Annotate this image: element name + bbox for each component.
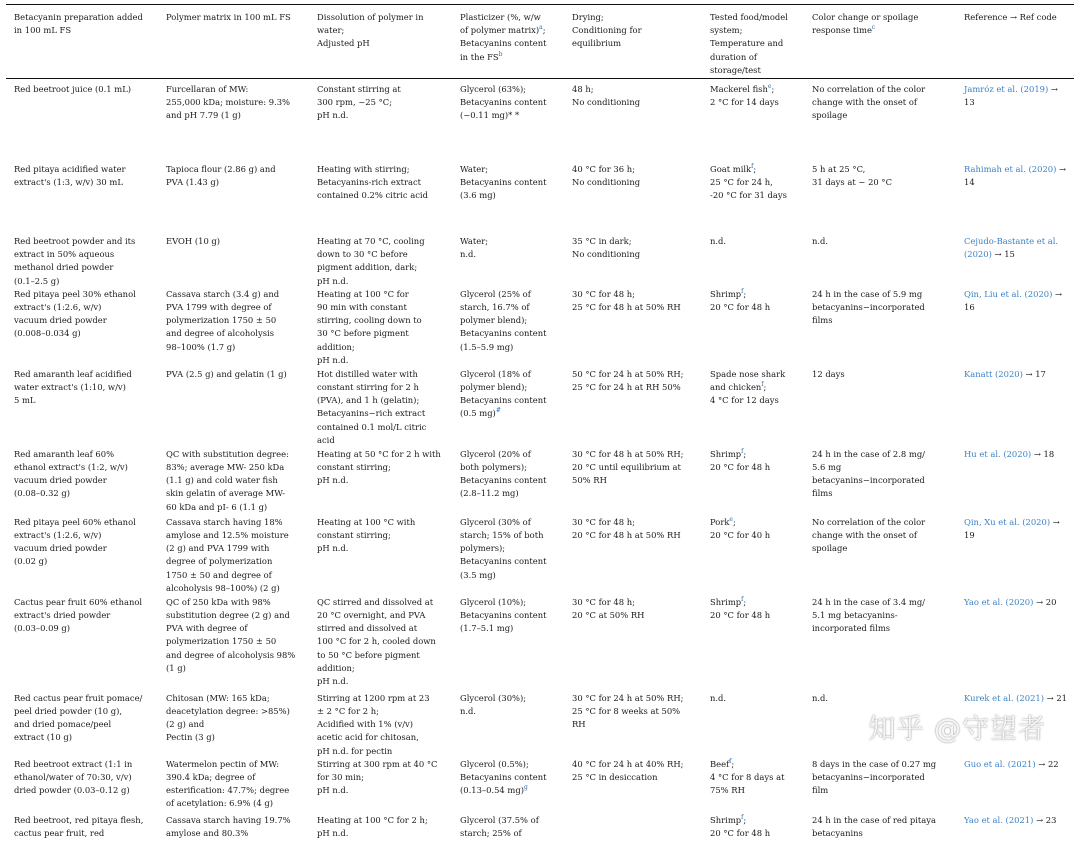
cell-reference xyxy=(956,83,1074,163)
food-storage-text: ; 20 °C for 48 h xyxy=(710,288,771,313)
cell-reference xyxy=(956,368,1074,448)
cell-polymer-matrix: QC with substitution degree: 83%; average MW- 250 kDa (1.1 g) and cold water fish skin gelatin of average MW- 60 kDa and pI- 6 (1.1 g) xyxy=(166,448,289,512)
cell-preparation: Red amaranth leaf 60% ethanol extract's (1:2, w/v) vacuum dried powder (0.08–0.32 g) xyxy=(14,448,128,499)
reference-code: → 18 xyxy=(1031,448,1055,459)
cell-plasticizer xyxy=(452,516,564,596)
cell-plasticizer xyxy=(452,83,564,163)
cell-plasticizer xyxy=(452,596,564,692)
cell-tested-food xyxy=(702,83,804,163)
cell-plasticizer xyxy=(452,814,564,854)
reference-code: → 17 xyxy=(1022,368,1046,379)
table-row xyxy=(6,288,1074,368)
cell-drying: 48 h; No conditioning xyxy=(572,84,641,108)
cell-preparation: Red amaranth leaf acidified water extract's (1:10, w/v) 5 mL xyxy=(14,368,132,406)
reference-code: → 15 xyxy=(991,249,1015,260)
plasticizer-text: Glycerol (25% of starch, 16.7% of polymer blend); Betacyanins content (1.5–5.9 mg) xyxy=(460,288,547,352)
cell-response-time: 24 h in the case of 3.4 mg/ 5.1 mg betacyanins- incorporated films xyxy=(812,596,925,634)
food-text: Shrimp xyxy=(710,448,742,459)
table-header-row xyxy=(6,6,1074,83)
food-text: Shrimp xyxy=(710,596,742,607)
food-footnote[interactable]: f xyxy=(741,448,744,456)
cell-preparation: Red beetroot juice (0.1 mL) xyxy=(14,84,132,94)
plasticizer-text: Glycerol (20% of both polymers); Betacyanins content (2.8–11.2 mg) xyxy=(460,448,547,499)
cell-drying: 30 °C for 48 h at 50% RH; 20 °C until equilibrium at 50% RH xyxy=(572,448,684,486)
food-footnote[interactable]: f xyxy=(751,163,754,171)
cell-dissolution: QC stirred and dissolved at 20 °C overnight, and PVA stirred and dissolved at 100 °C for 2 h, cooled down to 50 °C before pigment addition; pH n.d. xyxy=(317,596,436,687)
reference-link[interactable]: Kanatt (2020) xyxy=(964,368,1023,379)
cell-response-time: n.d. xyxy=(812,236,829,246)
cell-preparation: Red pitaya acidified water extract's (1:3, w/v) 30 mL xyxy=(14,164,126,188)
cell-dissolution: Heating at 100 °C for 90 min with constant stirring, cooling down to 30 °C before pigment addition; pH n.d. xyxy=(317,288,422,365)
cell-drying: 30 °C for 24 h at 50% RH; 25 °C for 8 weeks at 50% RH xyxy=(572,692,684,730)
cell-plasticizer xyxy=(452,758,564,814)
table-top-rule xyxy=(6,4,1074,5)
cell-reference xyxy=(956,516,1074,596)
reference-link[interactable]: Qin, Liu et al. (2020) xyxy=(964,288,1053,299)
food-text: Mackerel fish xyxy=(710,84,768,94)
cell-plasticizer xyxy=(452,448,564,516)
plasticizer-text: Water; Betacyanins content (3.6 mg) xyxy=(460,164,547,201)
cell-response-time: 8 days in the case of 0.27 mg betacyanins−incorporated film xyxy=(812,758,937,796)
reference-link[interactable]: Guo et al. (2021) xyxy=(964,758,1036,769)
food-footnote[interactable]: e xyxy=(729,516,733,524)
cell-polymer-matrix: Cassava starch (3.4 g) and PVA 1799 with degree of polymerization 1750 ± 50 and degree of alcoholysis 98–100% (1.7 g) xyxy=(166,288,280,352)
cell-polymer-matrix: Chitosan (MW: 165 kDa; deacetylation degree: >85%) (2 g) and Pectin (3 g) xyxy=(166,692,290,743)
cell-drying: 30 °C for 48 h; 25 °C for 48 h at 50% RH xyxy=(572,288,681,313)
cell-preparation: Red beetroot extract (1:1 in ethanol/water of 70:30, v/v) dried powder (0.03–0.12 g) xyxy=(14,758,133,796)
cell-preparation: Red pitaya peel 30% ethanol extract's (1:2.6, w/v) vacuum dried powder (0.008–0.034 g) xyxy=(14,288,136,339)
cell-preparation: Red cactus pear fruit pomace/ peel dried powder (10 g), and dried pomace/peel extract (10 g) xyxy=(14,692,143,743)
cell-polymer-matrix: Tapioca flour (2.86 g) and PVA (1.43 g) xyxy=(166,164,276,188)
reference-link[interactable]: Qin, Xu et al. (2020) xyxy=(964,516,1051,527)
food-footnote[interactable]: f xyxy=(741,596,744,604)
cell-response-time: n.d. xyxy=(812,692,829,703)
cell-reference xyxy=(956,448,1074,516)
header-tested-food: Tested food/model system; Temperature and duration of storage/test xyxy=(710,12,788,75)
cell-drying: 40 °C for 36 h; No conditioning xyxy=(572,164,641,188)
cell-plasticizer xyxy=(452,163,564,235)
cell-dissolution: Heating at 100 °C for 2 h; pH n.d. xyxy=(317,814,428,839)
food-text: n.d. xyxy=(710,236,727,246)
cell-reference xyxy=(956,235,1074,288)
plasticizer-text: Glycerol (30%); n.d. xyxy=(460,692,527,717)
header-drying: Drying; Conditioning for equilibrium xyxy=(572,12,642,49)
table-row xyxy=(6,235,1074,288)
header-plasticizer xyxy=(452,6,564,83)
cell-plasticizer xyxy=(452,288,564,368)
table-row xyxy=(6,758,1074,814)
reference-code: → 16 xyxy=(964,288,1063,313)
reference-code: → 21 xyxy=(1044,692,1067,703)
cell-response-time: 12 days xyxy=(812,368,845,379)
reference-code: → 20 xyxy=(1033,596,1057,607)
reference-link[interactable]: Jamróz et al. (2019) xyxy=(964,84,1049,94)
table-row xyxy=(6,368,1074,448)
watermark: 知乎 @守望者 xyxy=(868,714,1046,745)
food-text: Spade nose shark and chicken xyxy=(710,368,786,393)
plasticizer-text: Glycerol (63%); Betacyanins content (~0.11 mg)* * xyxy=(460,84,547,121)
header-reference: Reference → Ref code xyxy=(964,12,1057,22)
cell-polymer-matrix: Watermelon pectin of MW: 390.4 kDa; degree of esterification: 47.7%; degree of acetylation: 6.9% (4 g) xyxy=(166,758,290,809)
cell-preparation: Red pitaya peel 60% ethanol extract's (1:2.6, w/v) vacuum dried powder (0.02 g) xyxy=(14,516,136,567)
header-polymer-matrix: Polymer matrix in 100 mL FS xyxy=(166,12,291,22)
food-storage-text: ; 4 °C for 8 days at 75% RH xyxy=(710,758,785,796)
food-text: Shrimp xyxy=(710,288,742,299)
cell-reference xyxy=(956,596,1074,692)
cell-preparation: Cactus pear fruit 60% ethanol extract's dried powder (0.03–0.09 g) xyxy=(14,596,143,634)
cell-preparation: Red beetroot powder and its extract in 50% aqueous methanol dried powder (0.1–2.5 g) xyxy=(14,236,136,286)
plasticizer-footnote[interactable]: g xyxy=(523,784,528,792)
reference-code: → 14 xyxy=(964,164,1067,188)
plasticizer-text: Glycerol (30% of starch; 15% of both polymers); Betacyanins content (3.5 mg) xyxy=(460,516,547,580)
food-storage-text: ; 20 °C for 48 h xyxy=(710,448,771,473)
table-row xyxy=(6,814,1074,854)
table-row xyxy=(6,83,1074,163)
food-footnote[interactable]: f xyxy=(741,814,744,822)
cell-dissolution: Stirring at 300 rpm at 40 °C for 30 min; pH n.d. xyxy=(317,758,438,796)
cell-tested-food xyxy=(702,288,804,368)
cell-response-time: 24 h in the case of 2.8 mg/ 5.6 mg betacyanins−incorporated films xyxy=(812,448,925,499)
food-text: Goat milk xyxy=(710,164,752,174)
cell-plasticizer xyxy=(452,368,564,448)
cell-reference xyxy=(956,814,1074,854)
reference-code: → 22 xyxy=(1035,758,1059,769)
cell-tested-food xyxy=(702,516,804,596)
cell-dissolution: Stirring at 1200 rpm at 23 ± 2 °C for 2 h; Acidified with 1% (v/v) acetic acid for chitosan, pH n.d. for pectin xyxy=(317,692,430,756)
cell-tested-food xyxy=(702,235,804,288)
header-plasticizer-footnote-a[interactable]: a xyxy=(539,24,543,32)
food-storage-text: ; 2 °C for 14 days xyxy=(710,84,779,108)
cell-reference xyxy=(956,758,1074,814)
cell-reference xyxy=(956,163,1074,235)
plasticizer-text: Glycerol (10%); Betacyanins content (1.7–5.1 mg) xyxy=(460,596,547,634)
cell-response-time: 5 h at 25 °C, 31 days at − 20 °C xyxy=(812,164,892,188)
cell-plasticizer xyxy=(452,692,564,758)
cell-tested-food xyxy=(702,448,804,516)
header-plasticizer-text: Plasticizer (%, w/w of polymer matrix) xyxy=(460,12,541,36)
cell-dissolution: Hot distilled water with constant stirring for 2 h (PVA), and 1 h (gelatin); Betacyanins−rich extract contained 0.1 mol/L citric acid xyxy=(317,368,427,445)
cell-tested-food xyxy=(702,758,804,814)
cell-response-time: No correlation of the color change with the onset of spoilage xyxy=(812,84,926,121)
cell-reference xyxy=(956,288,1074,368)
header-plasticizer-text-2: ; Betacyanins content in the FS xyxy=(460,25,547,62)
food-storage-text: ; 20 °C for 40 h xyxy=(710,516,771,541)
cell-dissolution: Heating at 50 °C for 2 h with constant stirring; pH n.d. xyxy=(317,448,441,486)
reference-code: → 19 xyxy=(964,516,1060,541)
header-color-change xyxy=(804,6,956,83)
cell-tested-food xyxy=(702,163,804,235)
food-footnote[interactable]: e xyxy=(767,83,772,91)
plasticizer-text: Glycerol (37.5% of starch; 25% of xyxy=(460,814,539,839)
header-color-change-text: Color change or spoilage response time xyxy=(812,12,919,36)
table-row xyxy=(6,163,1074,235)
header-betacyanin-preparation: Betacyanin preparation added in 100 mL FS xyxy=(14,12,143,36)
cell-plasticizer xyxy=(452,235,564,288)
reference-link[interactable]: Yao et al. (2020) xyxy=(964,596,1034,607)
food-text: n.d. xyxy=(710,692,727,703)
header-color-change-footnote-c[interactable]: c xyxy=(871,24,876,32)
cell-preparation: Red beetroot, red pitaya flesh, cactus pear fruit, red xyxy=(14,814,144,839)
cell-dissolution: Constant stirring at 300 rpm, ~25 °C; pH n.d. xyxy=(317,84,401,121)
plasticizer-text: Glycerol (0.5%); Betacyanins content (0.13–0.54 mg) xyxy=(460,758,547,796)
food-text: Beef xyxy=(710,758,730,769)
table-row xyxy=(6,516,1074,596)
food-text: Pork xyxy=(710,516,730,527)
cell-polymer-matrix: QC of 250 kDa with 98% substitution degree (2 g) and PVA with degree of polymerization 1750 ± 50 and degree of alcoholysis 98% (1 g) xyxy=(166,596,296,673)
cell-tested-food xyxy=(702,814,804,854)
cell-dissolution: Heating with stirring; Betacyanins-rich extract contained 0.2% citric acid xyxy=(317,164,428,201)
reference-link[interactable]: Rahimah et al. (2020) xyxy=(964,164,1057,174)
reference-code: → 23 xyxy=(1033,814,1057,825)
food-storage-text: ; 25 °C for 24 h, -20 °C for 31 days xyxy=(710,164,787,201)
cell-tested-food xyxy=(702,692,804,758)
cell-polymer-matrix: Cassava starch having 19.7% amylose and 80.3% xyxy=(166,814,291,839)
reference-link[interactable]: Hu et al. (2020) xyxy=(964,448,1032,459)
reference-code: → 13 xyxy=(964,84,1058,108)
food-footnote[interactable]: f xyxy=(761,381,764,389)
cell-tested-food xyxy=(702,596,804,692)
food-storage-text: ; 20 °C for 48 h xyxy=(710,814,771,839)
cell-drying: 40 °C for 24 h at 40% RH; 25 °C in desiccation xyxy=(572,758,684,783)
cell-polymer-matrix: Cassava starch having 18% amylose and 12.5% moisture (2 g) and PVA 1799 with degree of polymerization 1750 ± 50 and degree of alcoholysis 98–100%) (2 g) xyxy=(166,516,289,593)
cell-drying: 50 °C for 24 h at 50% RH; 25 °C for 24 h at RH 50% xyxy=(572,368,684,393)
table-row xyxy=(6,596,1074,692)
plasticizer-text: Glycerol (18% of polymer blend); Betacyanins content (0.5 mg) xyxy=(460,368,547,419)
food-footnote[interactable]: f xyxy=(729,758,732,766)
reference-link[interactable]: Kurek et al. (2021) xyxy=(964,692,1044,703)
plasticizer-footnote[interactable]: # xyxy=(495,407,501,415)
cell-dissolution: Heating at 70 °C, cooling down to 30 °C before pigment addition, dark; pH n.d. xyxy=(317,236,425,286)
table-row xyxy=(6,448,1074,516)
food-footnote[interactable]: f xyxy=(741,288,744,296)
food-storage-text: ; 20 °C for 48 h xyxy=(710,596,771,621)
reference-link[interactable]: Cejudo-Bastante et al. (2020) xyxy=(964,236,1059,260)
cell-polymer-matrix: EVOH (10 g) xyxy=(166,236,221,246)
cell-polymer-matrix: Furcellaran of MW: 255,000 kDa; moisture: 9.3% and pH 7.79 (1 g) xyxy=(166,84,291,121)
cell-drying xyxy=(564,814,702,854)
cell-response-time: 24 h in the case of red pitaya betacyanins xyxy=(812,814,936,839)
cell-polymer-matrix: PVA (2.5 g) and gelatin (1 g) xyxy=(166,368,287,379)
cell-dissolution: Heating at 100 °C with constant stirring; pH n.d. xyxy=(317,516,416,554)
header-plasticizer-footnote-b[interactable]: b xyxy=(498,50,503,58)
food-text: Shrimp xyxy=(710,814,742,825)
cell-drying: 35 °C in dark; No conditioning xyxy=(572,236,641,260)
cell-response-time: No correlation of the color change with the onset of spoilage xyxy=(812,516,926,554)
header-dissolution: Dissolution of polymer in water; Adjusted pH xyxy=(317,12,424,49)
cell-response-time: 24 h in the case of 5.9 mg betacyanins−incorporated films xyxy=(812,288,925,326)
plasticizer-text: Water; n.d. xyxy=(460,236,489,260)
cell-drying: 30 °C for 48 h; 20 °C for 48 h at 50% RH xyxy=(572,516,681,541)
food-storage-text: ; 4 °C for 12 days xyxy=(710,382,779,406)
cell-tested-food xyxy=(702,368,804,448)
reference-link[interactable]: Yao et al. (2021) xyxy=(964,814,1034,825)
cell-drying: 30 °C for 48 h; 20 °C at 50% RH xyxy=(572,596,645,621)
